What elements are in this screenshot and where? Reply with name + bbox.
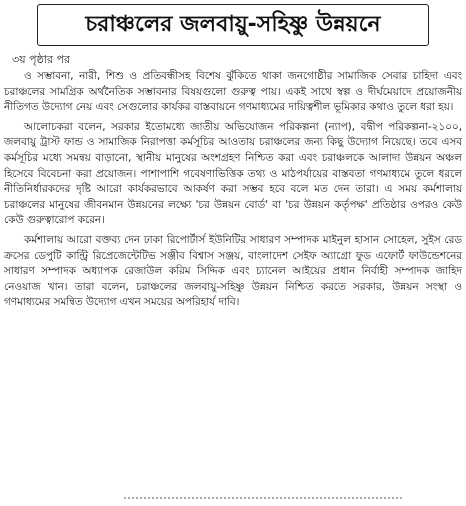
article-body bbox=[4, 69, 462, 311]
article-paragraph-2: আলোচকরা বলেন, সরকার ইতোমধ্যে জাতীয় অভিযোজন পরিকল্পনা (ন্যাপ), বদ্বীপ পরিকল্পনা-২১০০, জলবায়ু ট্রাস্ট ফান্ড ও সামাজিক নিরাপত্তা কর্মসূচির আওতায় চরাঞ্চলের জন্য কিছু উদ্যোগ নিয়েছে। তবে এসব কর্মসূচির মধ্যে সমন্বয় বাড়ানো, স্থানীয় মানুষের অংশগ্রহণ নিশ্চিত করা এবং চরাঞ্চলকে আলাদা উন্নয়ন অঞ্চল হিসেবে বিবেচনা করা প্রয়োজন। পাশাপাশি গবেষণাভিত্তিক তথ্য ও মাঠপর্যায়ের বাস্তবতা গণমাধ্যমে তুলে ধরলে নীতিনির্ধারকদের দৃষ্টি আরো কার্যকরভাবে আকর্ষণ করা সম্ভব হবে বলে মত দেন তারা। এ সময় কর্মশালায় চরাঞ্চলের মানুষের জীবনমান উন্নয়নের লক্ষ্যে 'চর উন্নয়ন বোর্ড' বা 'চর উন্নয়ন কর্তৃপক্ষ' প্রতিষ্ঠার ওপরও কেউ কেউ গুরুত্বারোপ করেন। bbox=[4, 120, 462, 227]
continued-from-page-label: ৩য় পৃষ্ঠার পর bbox=[12, 53, 71, 66]
clipping-edge-divider bbox=[124, 497, 402, 502]
article-headline: চরাঞ্চলের জলবায়ু-সহিষ্ণু উন্নয়নে bbox=[37, 4, 429, 46]
article-paragraph-1: ও সম্ভাবনা, নারী, শিশু ও প্রতিবন্ধীসহ বিশেষ ঝুঁকিতে থাকা জনগোষ্ঠীর সামাজিক সেবার চাহিদা এবং চরাঞ্চলের সামগ্রিক অর্থনৈতিক সম্ভাবনার বিষয়গুলো গুরুত্ব পায়। একই সাথে স্বল্প ও দীর্ঘমেয়াদে প্রয়োজনীয় নীতিগত উদ্যোগ নেয় এবং সেগুলোর কার্যকর বাস্তবায়নে গণমাধ্যমের দায়িত্বশীল ভূমিকার কথাও তুলে ধরা হয়। bbox=[4, 70, 462, 114]
article-paragraph-3: কর্মশালায় আরো বক্তব্য দেন ঢাকা রিপোর্টার্স ইউনিটির সাধারণ সম্পাদক মাইনুল হাসান সোহেল, সুইস রেড ক্রসের ডেপুটি কান্ট্রি রিপ্রেজেন্টেটিভ সঞ্জীব বিশ্বাস সঞ্জয়, বাংলাদেশ সেইফ অ্যাগ্রো ফুড এফোর্ট ফাউন্ডেশনের সাধারণ সম্পাদক অধ্যাপক রেজাউল করিম সিদ্দিক এবং চ্যানেল আইয়ের প্রধান নির্বাহী সম্পাদক জাহিদ নেওয়াজ খান। তারা বলেন, চরাঞ্চলের জলবায়ু-সহিষ্ণু উন্নয়ন নিশ্চিত করতে সরকার, উন্নয়ন সংস্থা ও গণমাধ্যমের সমন্বিত উদ্যোগ এখন সময়ের অপরিহার্য দাবি। bbox=[4, 233, 462, 309]
news-article bbox=[4, 4, 462, 504]
